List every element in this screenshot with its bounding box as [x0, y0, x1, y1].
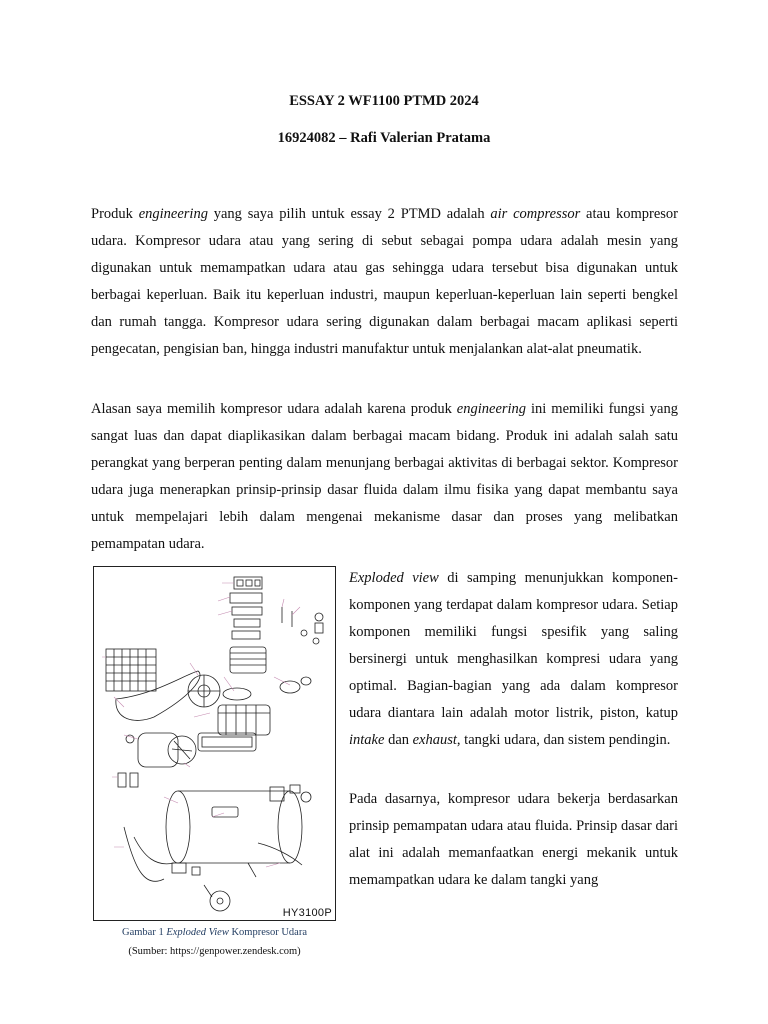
paragraph-intro: Produk engineering yang saya pilih untuk essay 2 PTMD adalah air compressor atau kompresor udara. Kompresor udara atau yang sering di sebut sebagai pompa udara adalah mesin yang digunakan untuk memampatkan udara atau gas sehingga udara tersebut bisa digunakan untuk berbagai keperluan. Baik itu keperluan industri, maupun keperluan-keperluan lain seperti bengkel dan rumah tangga. Kompresor udara sering digunakan dalam berbagai macam aplikasi seperti pengecatan, pengisian ban, hingga industri manufaktur untuk menjalankan alat-alat pneumatik.	[91, 206, 678, 357]
author-line: 16924082 – Rafi Valerian Pratama	[277, 130, 491, 146]
paragraph-reason: Alasan saya memilih kompresor udara adalah karena produk engineering ini memiliki fungsi yang sangat luas dan dapat diaplikasikan dalam berbagai macam bidang. Produk ini adalah salah satu perangkat yang berperan penting dalam menunjang berbagai aktivitas di berbagai sektor. Kompresor udara juga menerapkan prinsip-prinsip dasar fluida dalam ilmu fisika yang dapat membantu saya untuk mempelajari lebih dalam mengenai mekanisme dasar dan proses yang melibatkan pemampatan udara.	[91, 401, 678, 552]
exploded-view-figure	[93, 566, 336, 921]
essay-title: ESSAY 2 WF1100 PTMD 2024	[289, 93, 479, 109]
compressor-exploded-diagram	[94, 567, 335, 920]
paragraph-working-principle: Pada dasarnya, kompresor udara bekerja berdasarkan prinsip pemampatan udara atau fluida. Prinsip dasar dari alat ini adalah memanfaatkan energi mekanik untuk memampatkan udara ke dalam tangki yang	[349, 791, 678, 888]
model-label: HY3100P	[282, 907, 332, 919]
figure-caption: Gambar 1 Exploded View Kompresor Udara	[122, 927, 307, 938]
paragraph-exploded-view: Exploded view di samping menunjukkan komponen-komponen yang terdapat dalam kompresor udara. Setiap komponen memiliki fungsi spesifik yang saling bersinergi untuk menghasilkan kompresi udara yang optimal. Bagian-bagian yang ada dalam kompresor udara diantara lain adalah motor listrik, piston, katup intake dan exhaust, tangki udara, dan sistem pendingin.	[349, 570, 678, 748]
figure-source: (Sumber: https://genpower.zendesk.com)	[128, 946, 301, 957]
